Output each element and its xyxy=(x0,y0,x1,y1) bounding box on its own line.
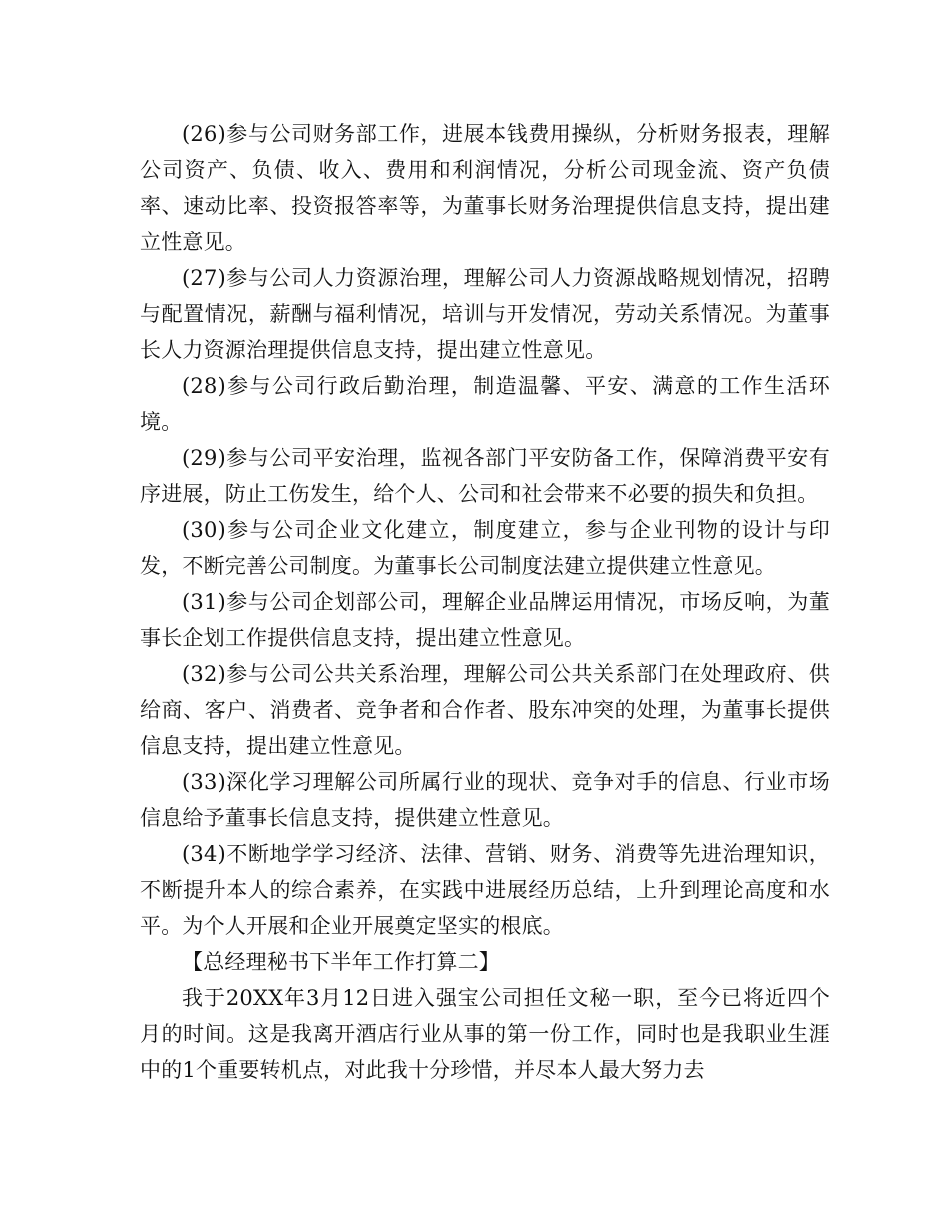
section-heading: 【总经理秘书下半年工作打算二】 xyxy=(182,950,500,974)
document-page xyxy=(140,116,830,1088)
paragraph-33: (33)深化学习理解公司所属行业的现状、竞争对手的信息、行业市场信息给予董事长信息支持，提供建立性意见。 xyxy=(140,770,830,830)
paragraph-32: (32)参与公司公共关系治理，理解公司公共关系部门在处理政府、供给商、客户、消费者、竞争者和合作者、股东冲突的处理，为董事长提供信息支持，提出建立性意见。 xyxy=(140,662,830,758)
paragraph-26: (26)参与公司财务部工作，进展本钱费用操纵，分析财务报表，理解公司资产、负债、收入、费用和利润情况，分析公司现金流、资产负债率、速动比率、投资报答率等，为董事长财务治理提供信息支持，提出建立性意见。 xyxy=(140,122,830,254)
paragraph-31: (31)参与公司企划部公司，理解企业品牌运用情况，市场反响，为董事长企划工作提供信息支持，提出建立性意见。 xyxy=(140,590,830,650)
paragraph-29: (29)参与公司平安治理，监视各部门平安防备工作，保障消费平安有序进展，防止工伤发生，给个人、公司和社会带来不必要的损失和负担。 xyxy=(140,446,830,506)
paragraph-30: (30)参与公司企业文化建立，制度建立，参与企业刊物的设计与印发，不断完善公司制度。为董事长公司制度法建立提供建立性意见。 xyxy=(140,518,830,578)
paragraph-28: (28)参与公司行政后勤治理，制造温馨、平安、满意的工作生活环境。 xyxy=(140,374,830,434)
paragraph-34: (34)不断地学学习经济、法律、营销、财务、消费等先进治理知识，不断提升本人的综合素养，在实践中进展经历总结，上升到理论高度和水平。为个人开展和企业开展奠定坚实的根底。 xyxy=(140,842,830,938)
paragraph-27: (27)参与公司人力资源治理，理解公司人力资源战略规划情况，招聘与配置情况，薪酬与福利情况，培训与开发情况，劳动关系情况。为董事长人力资源治理提供信息支持，提出建立性意见。 xyxy=(140,266,830,362)
paragraph-intro: 我于20XX年3月12日进入强宝公司担任文秘一职，至今已将近四个月的时间。这是我离开酒店行业从事的第一份工作，同时也是我职业生涯中的1个重要转机点，对此我十分珍惜，并尽本人最大努力去 xyxy=(140,986,830,1082)
